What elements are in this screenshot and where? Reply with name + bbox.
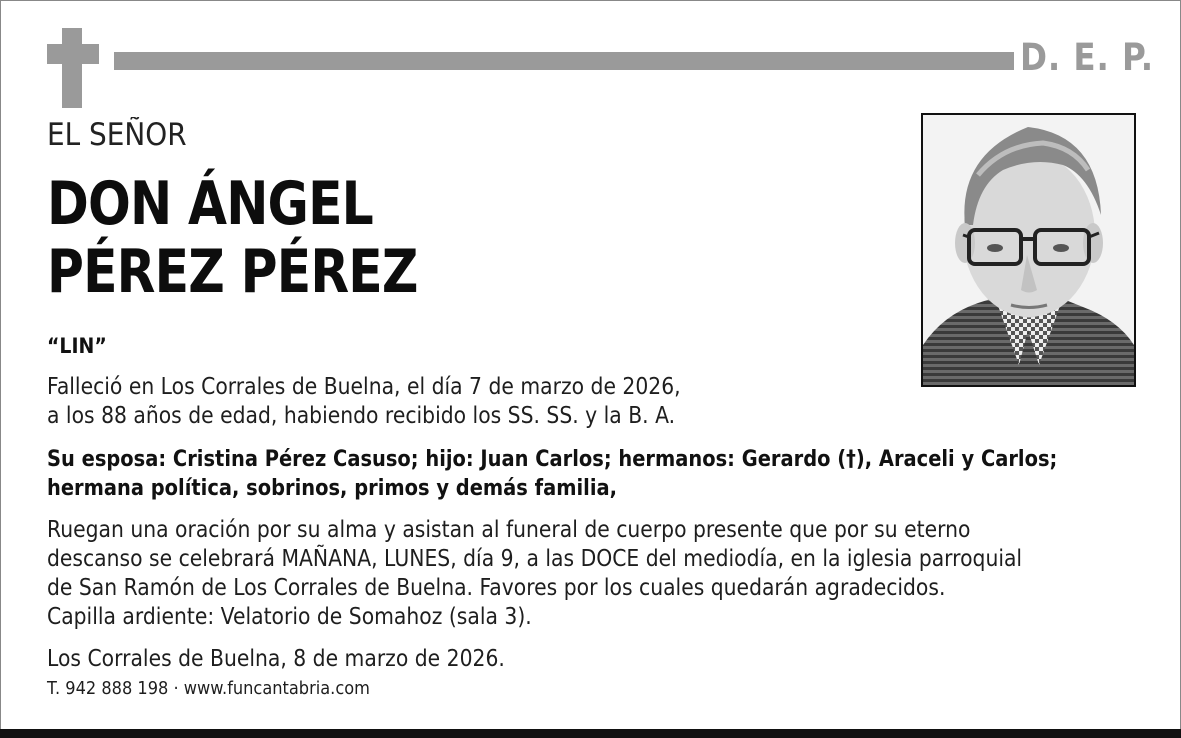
- funeral-line-4: Capilla ardiente: Velatorio de Somahoz (sala 3).: [47, 604, 532, 630]
- cross-icon: [62, 28, 82, 108]
- cross-icon-bar: [47, 44, 99, 64]
- honorific-title: EL SEÑOR: [47, 117, 187, 153]
- contact-info: T. 942 888 198 · www.funcantabria.com: [47, 678, 370, 699]
- bottom-border: [0, 729, 1181, 738]
- portrait-image: [923, 115, 1134, 385]
- name-line-1: DON ÁNGEL: [47, 169, 373, 239]
- family-line-2: hermana política, sobrinos, primos y demás familia,: [47, 476, 618, 501]
- death-line-2: a los 88 años de edad, habiendo recibido los SS. SS. y la B. A.: [47, 403, 676, 429]
- family-list: [47, 445, 1057, 503]
- funeral-line-1: Ruegan una oración por su alma y asistan al funeral de cuerpo presente que por su eterno: [47, 517, 971, 543]
- portrait-photo: [921, 113, 1136, 387]
- header-rule: [114, 52, 1014, 70]
- funeral-line-3: de San Ramón de Los Corrales de Buelna. Favores por los cuales quedarán agradecidos.: [47, 575, 946, 601]
- death-line-1: Falleció en Los Corrales de Buelna, el día 7 de marzo de 2026,: [47, 374, 681, 400]
- funeral-line-2: descanso se celebrará MAÑANA, LUNES, día 9, a las DOCE del mediodía, en la iglesia parroquial: [47, 546, 1023, 572]
- name-line-2: PÉREZ PÉREZ: [47, 237, 418, 307]
- family-line-1: Su esposa: Cristina Pérez Casuso; hijo: Juan Carlos; hermanos: Gerardo (†), Araceli y Carlos;: [47, 447, 1058, 472]
- nickname: “LIN”: [47, 334, 107, 358]
- funeral-details: [47, 516, 1022, 632]
- place-date: Los Corrales de Buelna, 8 de marzo de 2026.: [47, 646, 505, 672]
- death-announcement: [47, 373, 681, 431]
- dep-label: D. E. P.: [1020, 36, 1154, 79]
- deceased-name: [47, 170, 418, 306]
